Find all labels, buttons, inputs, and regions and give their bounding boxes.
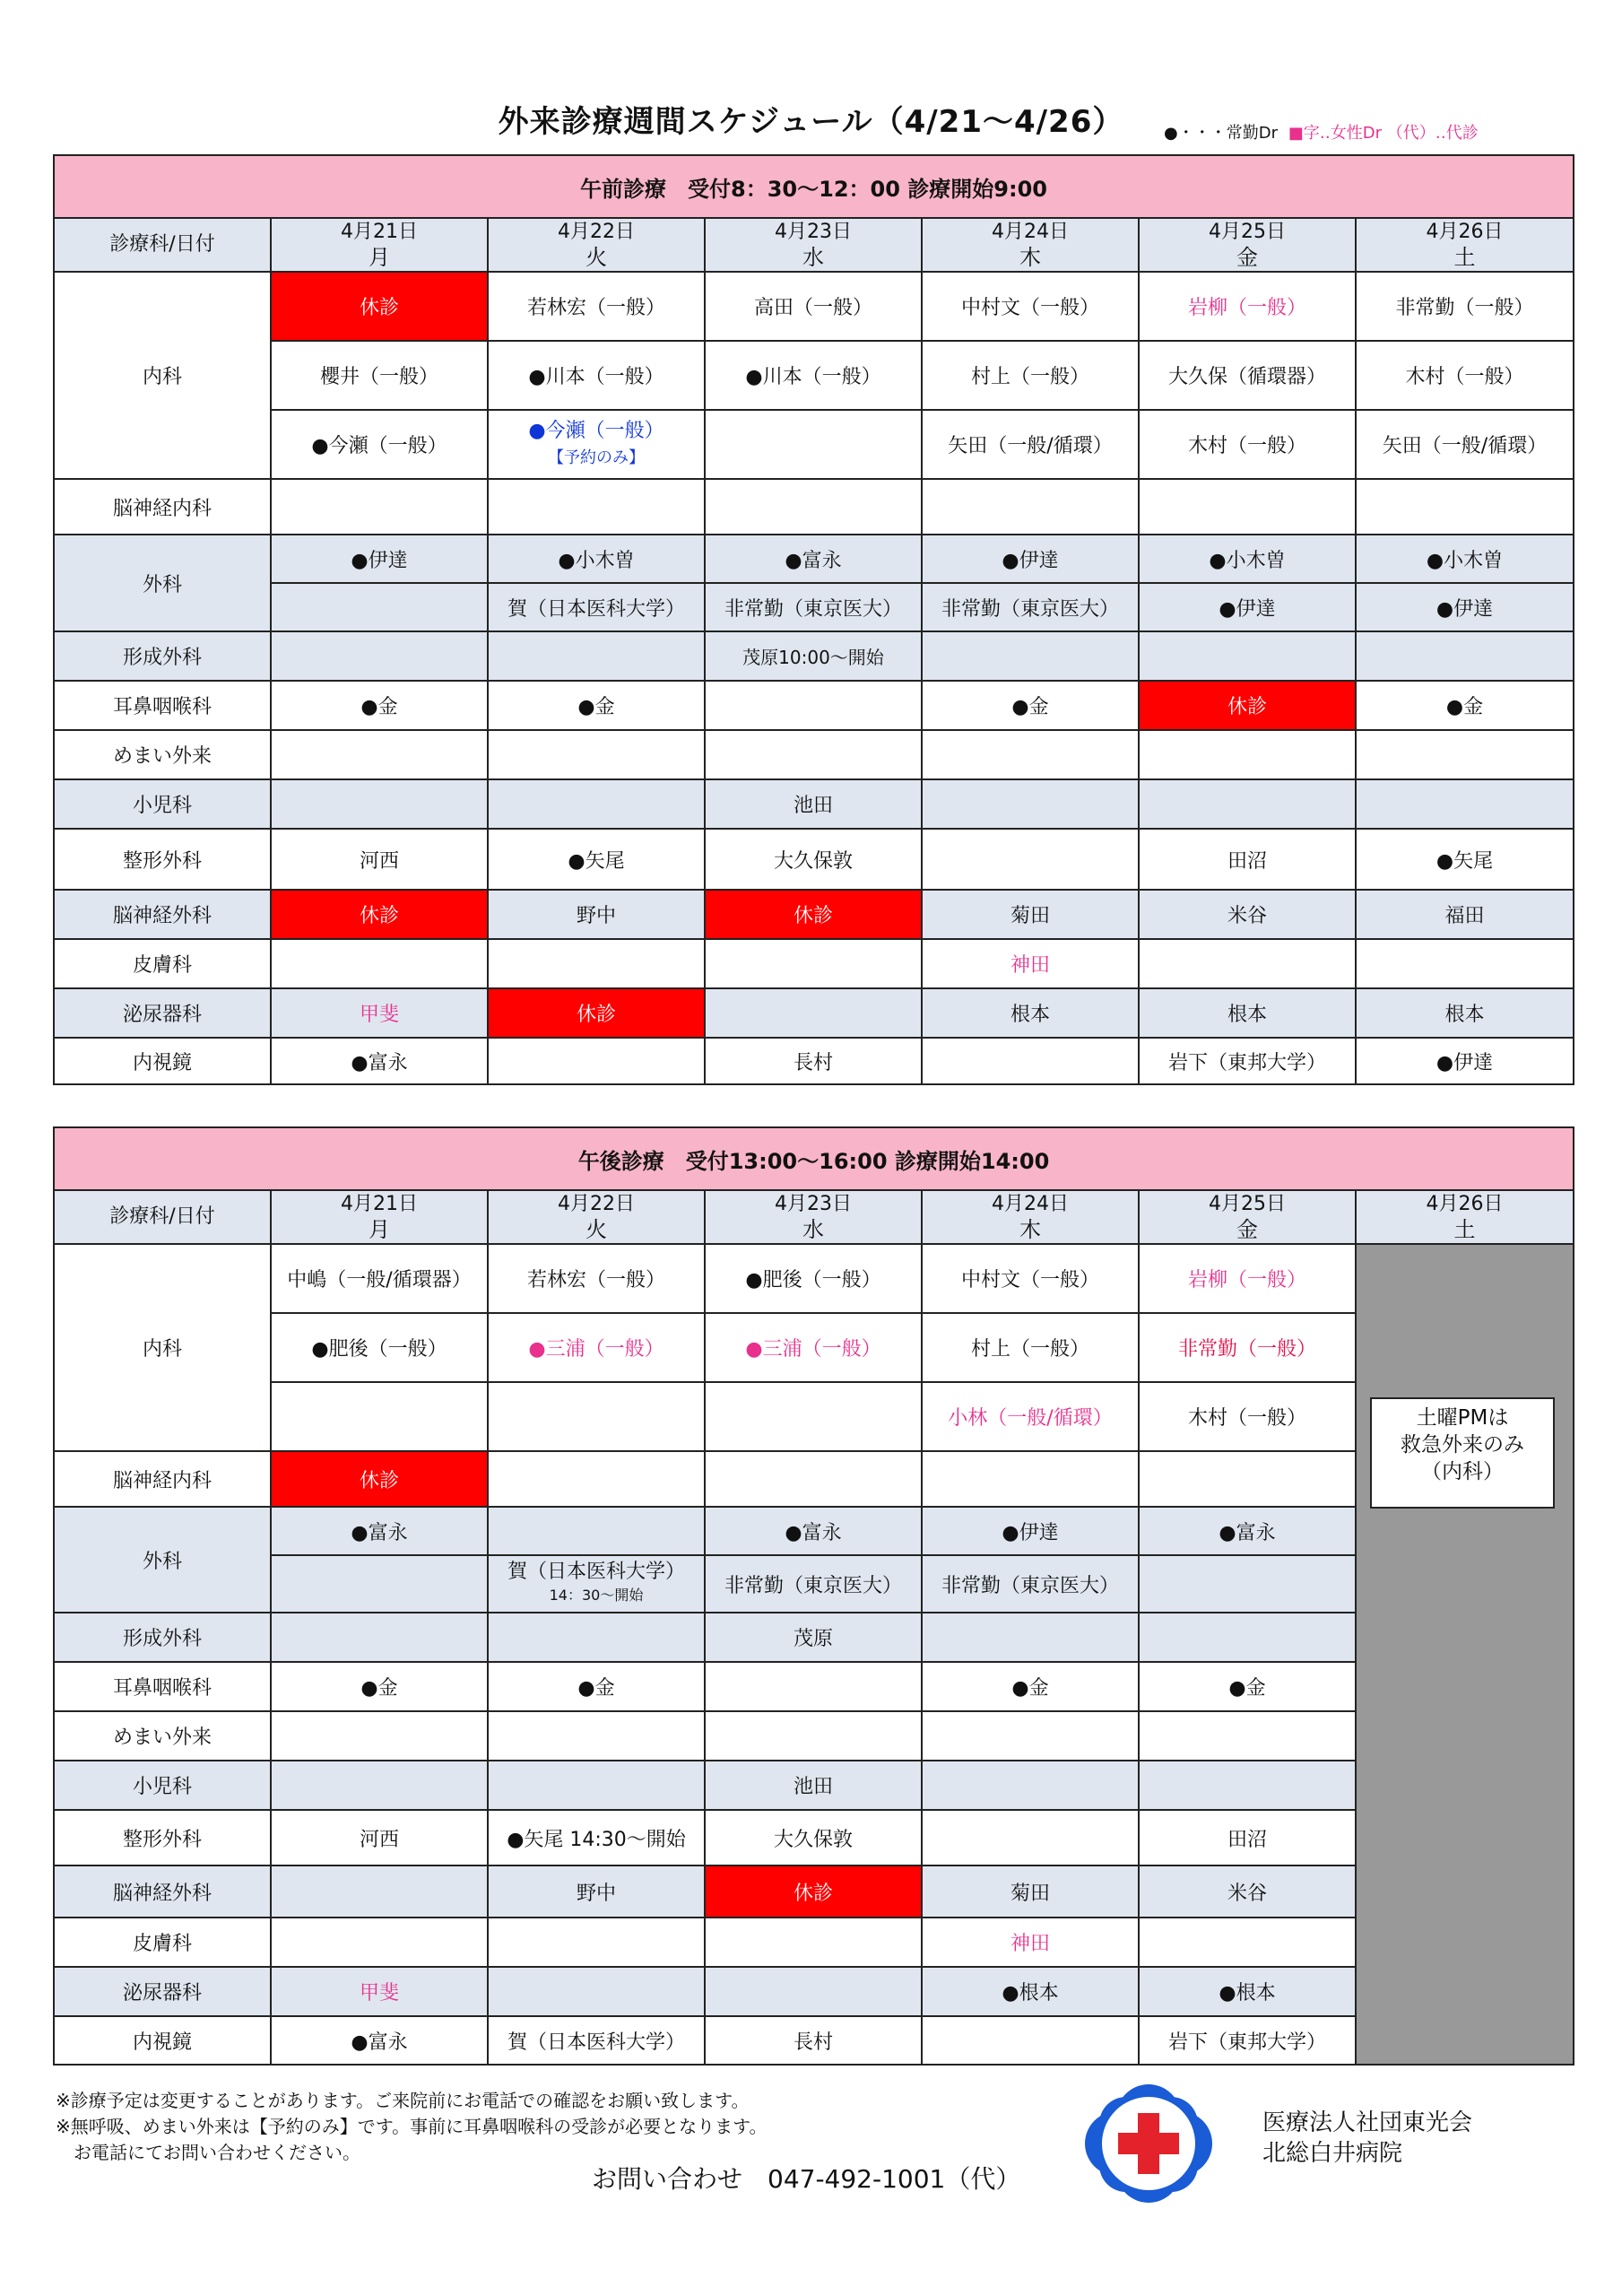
schedule-cell: 非常勤（一般） xyxy=(1139,1313,1356,1382)
schedule-cell: 根本 xyxy=(1139,988,1356,1038)
schedule-cell xyxy=(271,939,488,988)
saturday-pm-notice xyxy=(1370,1397,1555,1509)
day-mon: 4月21日 月 xyxy=(271,1190,488,1244)
schedule-cell: 米谷 xyxy=(1139,1866,1356,1918)
schedule-cell: 中村文（一般） xyxy=(922,1244,1139,1313)
schedule-cell xyxy=(488,631,705,681)
dept-label: 皮膚科 xyxy=(54,1918,271,1967)
schedule-cell xyxy=(488,1038,705,1084)
schedule-cell: ●伊達 xyxy=(1356,1038,1574,1084)
schedule-cell xyxy=(705,1918,922,1967)
schedule-cell xyxy=(705,1451,922,1507)
am-noushinkei-geka-row xyxy=(54,890,1574,939)
schedule-cell: ●小木曽 xyxy=(1356,535,1574,583)
schedule-cell: 河西 xyxy=(271,829,488,890)
schedule-cell: 岩柳（一般） xyxy=(1139,272,1356,341)
schedule-cell xyxy=(705,730,922,779)
schedule-cell-reserved xyxy=(488,410,705,479)
schedule-cell: ●富永 xyxy=(1139,1507,1356,1555)
footer-notes xyxy=(56,2088,768,2166)
schedule-cell: 池田 xyxy=(705,1761,922,1810)
pm-memai-row xyxy=(54,1711,1574,1761)
schedule-cell: 櫻井（一般） xyxy=(271,341,488,410)
schedule-cell: ●伊達 xyxy=(1356,583,1574,631)
schedule-cell: 中村文（一般） xyxy=(922,272,1139,341)
schedule-cell: ●金 xyxy=(1356,681,1574,730)
schedule-cell xyxy=(705,1967,922,2016)
header-label: 診療科/日付 xyxy=(54,218,271,272)
schedule-cell xyxy=(1356,779,1574,829)
schedule-cell xyxy=(271,583,488,631)
legend-substitute: （代）‥代診 xyxy=(1386,124,1479,143)
day-fri: 4月25日 金 xyxy=(1139,1190,1356,1244)
dept-label: 脳神経外科 xyxy=(54,1866,271,1918)
schedule-cell: 菊田 xyxy=(922,890,1139,939)
dept-label: 外科 xyxy=(54,1507,271,1613)
schedule-cell xyxy=(922,1810,1139,1866)
schedule-cell xyxy=(1356,631,1574,681)
dept-label: 整形外科 xyxy=(54,1810,271,1866)
reserved-doctor: ●今瀬（一般） xyxy=(528,419,664,442)
schedule-cell xyxy=(705,681,922,730)
schedule-cell: 野中 xyxy=(488,890,705,939)
dept-label: 脳神経内科 xyxy=(54,479,271,535)
schedule-cell: ●金 xyxy=(922,1662,1139,1711)
day-thu: 4月24日 木 xyxy=(922,218,1139,272)
dept-label: 小児科 xyxy=(54,1761,271,1810)
schedule-cell: 非常勤（東京医大） xyxy=(922,583,1139,631)
schedule-cell: ●金 xyxy=(922,681,1139,730)
am-noushinkei-naika-row xyxy=(54,479,1574,535)
am-hifu-row xyxy=(54,939,1574,988)
dept-label: 外科 xyxy=(54,535,271,631)
schedule-cell: 神田 xyxy=(922,1918,1139,1967)
schedule-cell xyxy=(922,1761,1139,1810)
schedule-cell: 非常勤（東京医大） xyxy=(705,1555,922,1613)
schedule-cell xyxy=(1139,1451,1356,1507)
schedule-cell: ●金 xyxy=(271,1662,488,1711)
schedule-cell xyxy=(488,1711,705,1761)
schedule-cell xyxy=(271,1761,488,1810)
pm-noushinkei-naika-row xyxy=(54,1451,1574,1507)
schedule-cell: ●富永 xyxy=(271,1507,488,1555)
pm-band: 午後診療 受付13:00～16:00 診療開始14:00 xyxy=(54,1127,1574,1190)
pm-naishikyou-row xyxy=(54,2016,1574,2065)
dept-label: 脳神経内科 xyxy=(54,1451,271,1507)
schedule-cell xyxy=(1139,631,1356,681)
dept-label: 泌尿器科 xyxy=(54,988,271,1038)
schedule-cell: ●金 xyxy=(271,681,488,730)
pm-naika-row-2 xyxy=(54,1313,1574,1382)
schedule-cell: 岩下（東邦大学） xyxy=(1139,1038,1356,1084)
day-wed: 4月23日 水 xyxy=(705,1190,922,1244)
hospital-corp: 医療法人社団東光会 xyxy=(1262,2109,1473,2136)
schedule-cell-with-note xyxy=(488,1555,705,1613)
schedule-cell xyxy=(922,1711,1139,1761)
closed-cell: 休診 xyxy=(705,1866,922,1918)
schedule-cell xyxy=(271,1866,488,1918)
schedule-cell xyxy=(271,779,488,829)
am-jibi-row xyxy=(54,681,1574,730)
am-naishikyou-row xyxy=(54,1038,1574,1084)
schedule-cell xyxy=(705,410,922,479)
pm-geka-row-2 xyxy=(54,1555,1574,1613)
schedule-cell xyxy=(488,479,705,535)
am-naika-row-1 xyxy=(54,272,1574,341)
schedule-cell xyxy=(922,730,1139,779)
schedule-cell: 村上（一般） xyxy=(922,341,1139,410)
schedule-cell: ●金 xyxy=(488,1662,705,1711)
schedule-cell: 木村（一般） xyxy=(1139,1382,1356,1451)
schedule-cell: 甲斐 xyxy=(271,988,488,1038)
schedule-cell: 非常勤（東京医大） xyxy=(705,583,922,631)
schedule-cell: ●富永 xyxy=(705,535,922,583)
schedule-cell: 大久保敦 xyxy=(705,1810,922,1866)
schedule-cell: 長村 xyxy=(705,1038,922,1084)
dept-label: 整形外科 xyxy=(54,829,271,890)
day-fri: 4月25日 金 xyxy=(1139,218,1356,272)
day-tue: 4月22日 火 xyxy=(488,218,705,272)
pm-shouni-row xyxy=(54,1761,1574,1810)
schedule-cell: ●小木曽 xyxy=(488,535,705,583)
schedule-cell: 河西 xyxy=(271,1810,488,1866)
page-title: 外来診療週間スケジュール（4/21～4/26） xyxy=(498,104,1124,140)
am-seikei-row xyxy=(54,829,1574,890)
schedule-cell: 根本 xyxy=(922,988,1139,1038)
schedule-cell xyxy=(705,939,922,988)
schedule-cell xyxy=(488,939,705,988)
reservation-note: 【予約のみ】 xyxy=(548,448,645,467)
pm-hinyou-row xyxy=(54,1967,1574,2016)
schedule-cell: 小林（一般/循環） xyxy=(922,1382,1139,1451)
schedule-cell: 賀（日本医科大学） xyxy=(488,2016,705,2065)
hospital-name-block xyxy=(1262,2108,1472,2169)
schedule-cell: 若林宏（一般） xyxy=(488,272,705,341)
start-time-note: 14：30～開始 xyxy=(549,1587,644,1604)
schedule-cell xyxy=(1356,730,1574,779)
schedule-cell: ●伊達 xyxy=(922,1507,1139,1555)
schedule-cell: 茂原 xyxy=(705,1613,922,1662)
schedule-cell xyxy=(1139,779,1356,829)
schedule-cell xyxy=(488,779,705,829)
dept-label: 小児科 xyxy=(54,779,271,829)
schedule-cell: ●三浦（一般） xyxy=(705,1313,922,1382)
day-thu: 4月24日 木 xyxy=(922,1190,1139,1244)
schedule-cell: 神田 xyxy=(922,939,1139,988)
dept-label: めまい外来 xyxy=(54,1711,271,1761)
schedule-cell xyxy=(1356,939,1574,988)
saturday-note-line: （内科） xyxy=(1421,1460,1504,1483)
schedule-cell xyxy=(488,1451,705,1507)
dept-label: 耳鼻咽喉科 xyxy=(54,681,271,730)
closed-cell: 休診 xyxy=(271,272,488,341)
day-sat: 4月26日 土 xyxy=(1356,1190,1574,1244)
contact-phone: お問い合わせ 047-492-1001（代） xyxy=(592,2164,1021,2194)
schedule-cell xyxy=(271,1555,488,1613)
schedule-cell: ●富永 xyxy=(705,1507,922,1555)
schedule-cell xyxy=(922,479,1139,535)
schedule-cell xyxy=(271,730,488,779)
schedule-cell xyxy=(1139,1761,1356,1810)
schedule-cell: ●今瀬（一般） xyxy=(271,410,488,479)
am-hinyou-row xyxy=(54,988,1574,1038)
schedule-cell: 非常勤（東京医大） xyxy=(922,1555,1139,1613)
saturday-note-line: 土曜PMは xyxy=(1416,1406,1509,1430)
schedule-cell: 福田 xyxy=(1356,890,1574,939)
schedule-cell: ●矢尾 xyxy=(488,829,705,890)
schedule-cell xyxy=(488,1967,705,2016)
red-cross-logo-icon xyxy=(1081,2081,1216,2206)
dept-label: 形成外科 xyxy=(54,1613,271,1662)
day-tue: 4月22日 火 xyxy=(488,1190,705,1244)
saturday-pm-closed-cell xyxy=(1356,1244,1574,2065)
schedule-cell: 野中 xyxy=(488,1866,705,1918)
schedule-cell xyxy=(922,829,1139,890)
schedule-cell: ●川本（一般） xyxy=(488,341,705,410)
pm-schedule-table xyxy=(53,1126,1574,2066)
schedule-cell xyxy=(922,631,1139,681)
schedule-cell: 田沼 xyxy=(1139,1810,1356,1866)
schedule-cell: ●富永 xyxy=(271,2016,488,2065)
schedule-cell: ●肥後（一般） xyxy=(271,1313,488,1382)
schedule-cell xyxy=(1139,939,1356,988)
pm-hifu-row xyxy=(54,1918,1574,1967)
schedule-cell: 矢田（一般/循環） xyxy=(922,410,1139,479)
schedule-cell: 長村 xyxy=(705,2016,922,2065)
schedule-cell xyxy=(271,1382,488,1451)
schedule-cell xyxy=(1139,1555,1356,1613)
schedule-cell xyxy=(488,730,705,779)
pm-jibi-row xyxy=(54,1662,1574,1711)
schedule-cell xyxy=(488,1918,705,1967)
closed-cell: 休診 xyxy=(705,890,922,939)
schedule-cell: ●小木曽 xyxy=(1139,535,1356,583)
doctor-name: 賀（日本医科大学） xyxy=(507,1561,685,1583)
schedule-cell xyxy=(1139,1613,1356,1662)
pm-noushinkei-geka-row xyxy=(54,1866,1574,1918)
schedule-cell xyxy=(1356,479,1574,535)
closed-cell: 休診 xyxy=(1139,681,1356,730)
schedule-cell xyxy=(922,1038,1139,1084)
closed-cell: 休診 xyxy=(488,988,705,1038)
schedule-cell: 若林宏（一般） xyxy=(488,1244,705,1313)
schedule-cell xyxy=(922,779,1139,829)
day-wed: 4月23日 水 xyxy=(705,218,922,272)
schedule-cell: 中嶋（一般/循環器） xyxy=(271,1244,488,1313)
schedule-cell: ●伊達 xyxy=(1139,583,1356,631)
hospital-name: 北総白井病院 xyxy=(1262,2140,1403,2167)
schedule-cell: 田沼 xyxy=(1139,829,1356,890)
dept-label: 泌尿器科 xyxy=(54,1967,271,2016)
schedule-cell xyxy=(705,1711,922,1761)
schedule-cell: 茂原10:00～開始 xyxy=(705,631,922,681)
dept-label: 脳神経外科 xyxy=(54,890,271,939)
schedule-cell xyxy=(488,1761,705,1810)
schedule-cell: 村上（一般） xyxy=(922,1313,1139,1382)
saturday-note-line: 救急外来のみ xyxy=(1401,1433,1524,1457)
schedule-cell: ●富永 xyxy=(271,1038,488,1084)
dept-label: 内科 xyxy=(54,1244,271,1451)
schedule-cell: ●矢尾 14:30～開始 xyxy=(488,1810,705,1866)
schedule-cell: ●矢尾 xyxy=(1356,829,1574,890)
header-label: 診療科/日付 xyxy=(54,1190,271,1244)
schedule-cell: 根本 xyxy=(1356,988,1574,1038)
schedule-cell xyxy=(705,479,922,535)
pm-naika-row-3 xyxy=(54,1382,1574,1451)
dept-label: 内視鏡 xyxy=(54,1038,271,1084)
legend xyxy=(1164,120,1479,144)
schedule-cell: 木村（一般） xyxy=(1356,341,1574,410)
schedule-cell: 非常勤（一般） xyxy=(1356,272,1574,341)
dept-label: 皮膚科 xyxy=(54,939,271,988)
am-schedule-table xyxy=(53,154,1574,1085)
schedule-cell xyxy=(271,631,488,681)
am-band: 午前診療 受付8：30～12：00 診療開始9:00 xyxy=(54,155,1574,218)
closed-cell: 休診 xyxy=(271,1451,488,1507)
schedule-cell: ●金 xyxy=(1139,1662,1356,1711)
legend-female: ■字‥女性Dr xyxy=(1288,124,1382,143)
am-geka-row-2 xyxy=(54,583,1574,631)
schedule-cell xyxy=(922,1613,1139,1662)
schedule-cell: ●川本（一般） xyxy=(705,341,922,410)
dept-label: 耳鼻咽喉科 xyxy=(54,1662,271,1711)
dept-label: めまい外来 xyxy=(54,730,271,779)
am-geka-row-1 xyxy=(54,535,1574,583)
pm-keisei-row xyxy=(54,1613,1574,1662)
schedule-cell: 高田（一般） xyxy=(705,272,922,341)
day-mon: 4月21日 月 xyxy=(271,218,488,272)
schedule-cell: ●伊達 xyxy=(271,535,488,583)
schedule-cell xyxy=(1139,479,1356,535)
schedule-cell xyxy=(1139,1711,1356,1761)
schedule-cell: 岩下（東邦大学） xyxy=(1139,2016,1356,2065)
schedule-cell xyxy=(488,1382,705,1451)
schedule-cell: 甲斐 xyxy=(271,1967,488,2016)
schedule-cell xyxy=(705,1382,922,1451)
am-keisei-row xyxy=(54,631,1574,681)
schedule-cell xyxy=(1139,1918,1356,1967)
schedule-cell xyxy=(271,479,488,535)
note-line: ※無呼吸、めまい外来は【予約のみ】です。事前に耳鼻咽喉科の受診が必要となります。 xyxy=(56,2116,768,2137)
dept-label: 内科 xyxy=(54,272,271,479)
am-shouni-row xyxy=(54,779,1574,829)
am-naika-row-3 xyxy=(54,410,1574,479)
schedule-cell xyxy=(271,1711,488,1761)
schedule-cell: 矢田（一般/循環） xyxy=(1356,410,1574,479)
pm-naika-row-1 xyxy=(54,1244,1574,1313)
schedule-cell: ●金 xyxy=(488,681,705,730)
schedule-cell: ●根本 xyxy=(1139,1967,1356,2016)
dept-label: 形成外科 xyxy=(54,631,271,681)
pm-geka-row-1 xyxy=(54,1507,1574,1555)
schedule-cell: 岩柳（一般） xyxy=(1139,1244,1356,1313)
am-day-header xyxy=(54,218,1574,272)
dept-label: 内視鏡 xyxy=(54,2016,271,2065)
schedule-cell: 池田 xyxy=(705,779,922,829)
note-line: ※診療予定は変更することがあります。ご来院前にお電話での確認をお願い致します。 xyxy=(56,2090,750,2111)
schedule-cell: 米谷 xyxy=(1139,890,1356,939)
schedule-cell xyxy=(922,2016,1139,2065)
schedule-cell xyxy=(705,988,922,1038)
schedule-cell xyxy=(705,1662,922,1711)
schedule-cell xyxy=(922,1451,1139,1507)
schedule-cell xyxy=(271,1918,488,1967)
am-naika-row-2 xyxy=(54,341,1574,410)
schedule-cell: ●伊達 xyxy=(922,535,1139,583)
schedule-cell: 菊田 xyxy=(922,1866,1139,1918)
schedule-cell: ●肥後（一般） xyxy=(705,1244,922,1313)
schedule-cell: 大久保敦 xyxy=(705,829,922,890)
note-line: お電話にてお問い合わせください。 xyxy=(56,2142,360,2163)
schedule-cell: 木村（一般） xyxy=(1139,410,1356,479)
schedule-cell: ●三浦（一般） xyxy=(488,1313,705,1382)
schedule-cell xyxy=(488,1613,705,1662)
day-sat: 4月26日 土 xyxy=(1356,218,1574,272)
closed-cell: 休診 xyxy=(271,890,488,939)
schedule-cell xyxy=(1139,730,1356,779)
pm-seikei-row xyxy=(54,1810,1574,1866)
schedule-cell: 大久保（循環器） xyxy=(1139,341,1356,410)
schedule-cell xyxy=(271,1613,488,1662)
schedule-cell: ●根本 xyxy=(922,1967,1139,2016)
schedule-cell: 賀（日本医科大学） xyxy=(488,583,705,631)
pm-day-header xyxy=(54,1190,1574,1244)
am-memai-row xyxy=(54,730,1574,779)
schedule-cell xyxy=(488,1507,705,1555)
legend-regular: ●・・・常勤Dr xyxy=(1164,124,1278,143)
